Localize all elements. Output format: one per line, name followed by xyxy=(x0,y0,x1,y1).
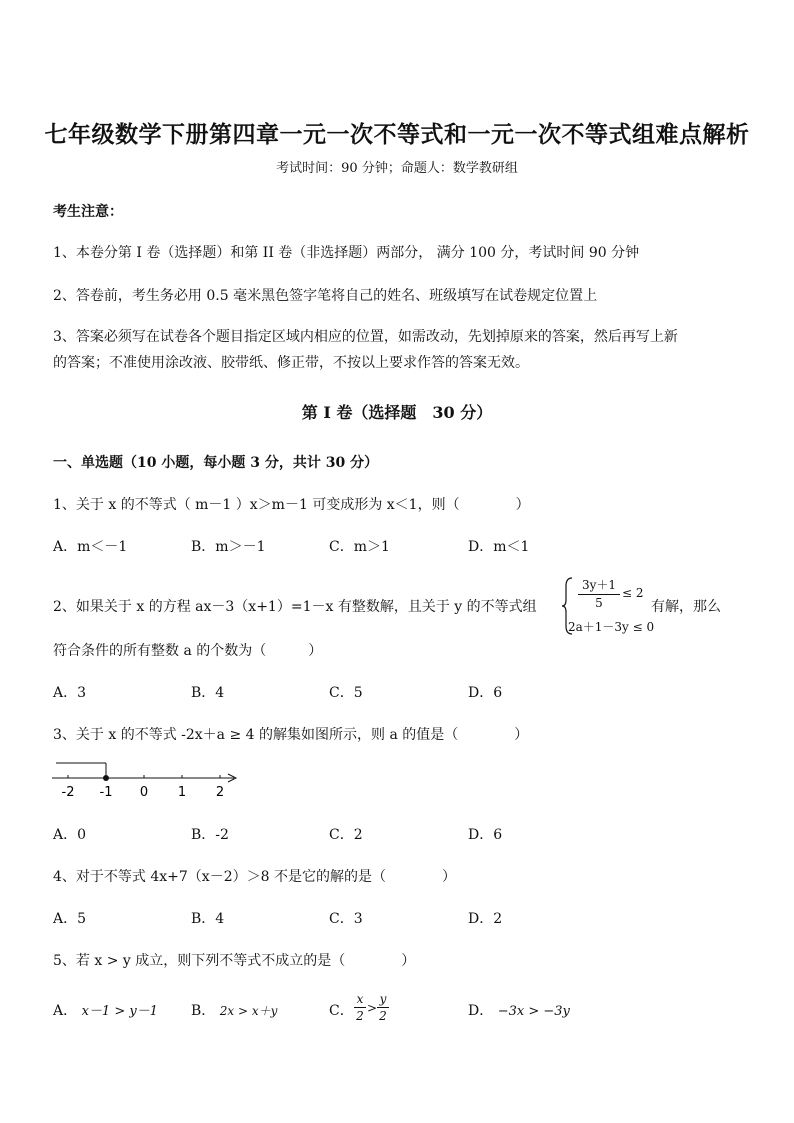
notice-item-3-line-1: 3、答案必须写在试卷各个题目指定区域内相应的位置，如需改动，先划掉原来的答案，然后再写上新 xyxy=(53,329,678,345)
part-heading: 一、单选题（10 小题，每小题 3 分，共计 30 分） xyxy=(53,455,379,471)
tick-label: 1 xyxy=(177,785,187,800)
q2-stem-line-1: 2、如果关于 x 的方程 ax－3（x+1）=1－x 有整数解，且关于 y 的不等式组 xyxy=(53,599,537,615)
fraction-bar xyxy=(377,1007,389,1008)
page-subtitle: 考试时间：90 分钟；命题人：数学教研组 xyxy=(276,161,518,176)
q5-c-den-1: 2 xyxy=(356,1009,364,1023)
q5-option-a-expr: x－1 > y－1 xyxy=(81,1004,158,1019)
q5-option-c-label: C． xyxy=(329,1003,354,1019)
q3-option-d[interactable]: D．6 xyxy=(468,827,503,843)
tick-label: -2 xyxy=(61,785,75,800)
q5-option-b[interactable] xyxy=(191,1000,277,1020)
endpoint-dot xyxy=(103,775,109,781)
q5-c-relation: > xyxy=(367,1001,378,1015)
q5-stem: 5、若 x > y 成立，则下列不等式不成立的是（ ） xyxy=(53,953,416,969)
notice-item-3-line-2: 的答案；不准使用涂改液、胶带纸、修正带，不按以上要求作答的答案无效。 xyxy=(53,355,529,371)
q2-stem-line-2: 符合条件的所有整数 a 的个数为（ ） xyxy=(53,643,323,659)
notice-heading: 考生注意： xyxy=(53,204,123,220)
q2-system-relation-1: ≤ 2 xyxy=(622,586,644,600)
q2-system-fraction xyxy=(578,576,620,610)
q3-number-line xyxy=(52,758,242,800)
q2-option-b[interactable]: B．4 xyxy=(191,685,225,701)
fraction-bar xyxy=(354,1007,366,1008)
q3-option-c[interactable]: C．2 xyxy=(329,827,363,843)
q1-option-b[interactable]: B．m＞－1 xyxy=(191,539,266,555)
q5-option-a[interactable] xyxy=(53,1000,158,1020)
q4-option-b[interactable]: B．4 xyxy=(191,911,225,927)
q1-stem: 1、关于 x 的不等式（ m－1 ）x＞m－1 可变成形为 x＜1，则（ ） xyxy=(53,497,530,513)
q5-option-d-label: D． xyxy=(468,1003,494,1019)
tick-label: 2 xyxy=(215,785,225,800)
q2-stem-line-1-right: 有解，那么 xyxy=(651,599,721,615)
fraction-bar xyxy=(578,594,620,595)
notice-item-1: 1、本卷分第 I 卷（选择题）和第 II 卷（非选择题）两部分， 满分 100 分，考试时间 90 分钟 xyxy=(53,245,640,261)
q1-option-d[interactable]: D．m＜1 xyxy=(468,539,530,555)
q4-option-a[interactable]: A．5 xyxy=(53,911,87,927)
q3-option-b[interactable]: B．-2 xyxy=(191,827,229,843)
q4-option-c[interactable]: C．3 xyxy=(329,911,363,927)
q3-stem: 3、关于 x 的不等式 -2x＋a ≥ 4 的解集如图所示，则 a 的值是（ ） xyxy=(53,727,529,743)
q5-c-den-2: 2 xyxy=(379,1009,387,1023)
notice-item-2: 2、答卷前，考生务必用 0.5 毫米黑色签字笔将自己的姓名、班级填写在试卷规定位置上 xyxy=(53,288,598,304)
q5-c-fraction-2 xyxy=(377,992,389,1023)
tick-label: -1 xyxy=(99,785,113,800)
q2-system-numerator: 3y＋1 xyxy=(581,578,617,592)
q4-option-d[interactable]: D．2 xyxy=(468,911,503,927)
q2-option-a[interactable]: A．3 xyxy=(53,685,87,701)
q2-system-row-2: 2a＋1－3y ≤ 0 xyxy=(568,620,655,634)
q3-option-a[interactable]: A．0 xyxy=(53,827,87,843)
q2-system-denominator: 5 xyxy=(595,596,603,610)
q5-option-c-expr xyxy=(354,992,394,1028)
q5-option-c[interactable] xyxy=(329,1000,354,1020)
q2-option-d[interactable]: D．6 xyxy=(468,685,503,701)
q5-c-num-2: y xyxy=(379,992,387,1006)
q5-option-b-label: B． xyxy=(191,1003,216,1019)
q5-c-num-1: x xyxy=(356,992,364,1006)
tick-label: 0 xyxy=(139,785,149,800)
q1-option-c[interactable]: C．m＞1 xyxy=(329,539,390,555)
q5-c-fraction-1 xyxy=(354,992,366,1023)
q2-option-c[interactable]: C．5 xyxy=(329,685,363,701)
q5-option-a-label: A． xyxy=(53,1003,78,1019)
q1-option-a[interactable]: A．m＜－1 xyxy=(53,539,128,555)
q2-inequality-system xyxy=(562,576,655,636)
q5-option-d-expr: −3x > −3y xyxy=(497,1004,570,1019)
section-title: 第 I 卷（选择题 30 分） xyxy=(301,403,493,422)
q5-option-b-expr: 2x > x＋y xyxy=(219,1004,278,1018)
q4-stem: 4、对于不等式 4x+7（x－2）＞8 不是它的解的是（ ） xyxy=(53,869,456,885)
page-title: 七年级数学下册第四章一元一次不等式和一元一次不等式组难点解析 xyxy=(44,121,750,148)
q5-option-d[interactable] xyxy=(468,1000,570,1020)
